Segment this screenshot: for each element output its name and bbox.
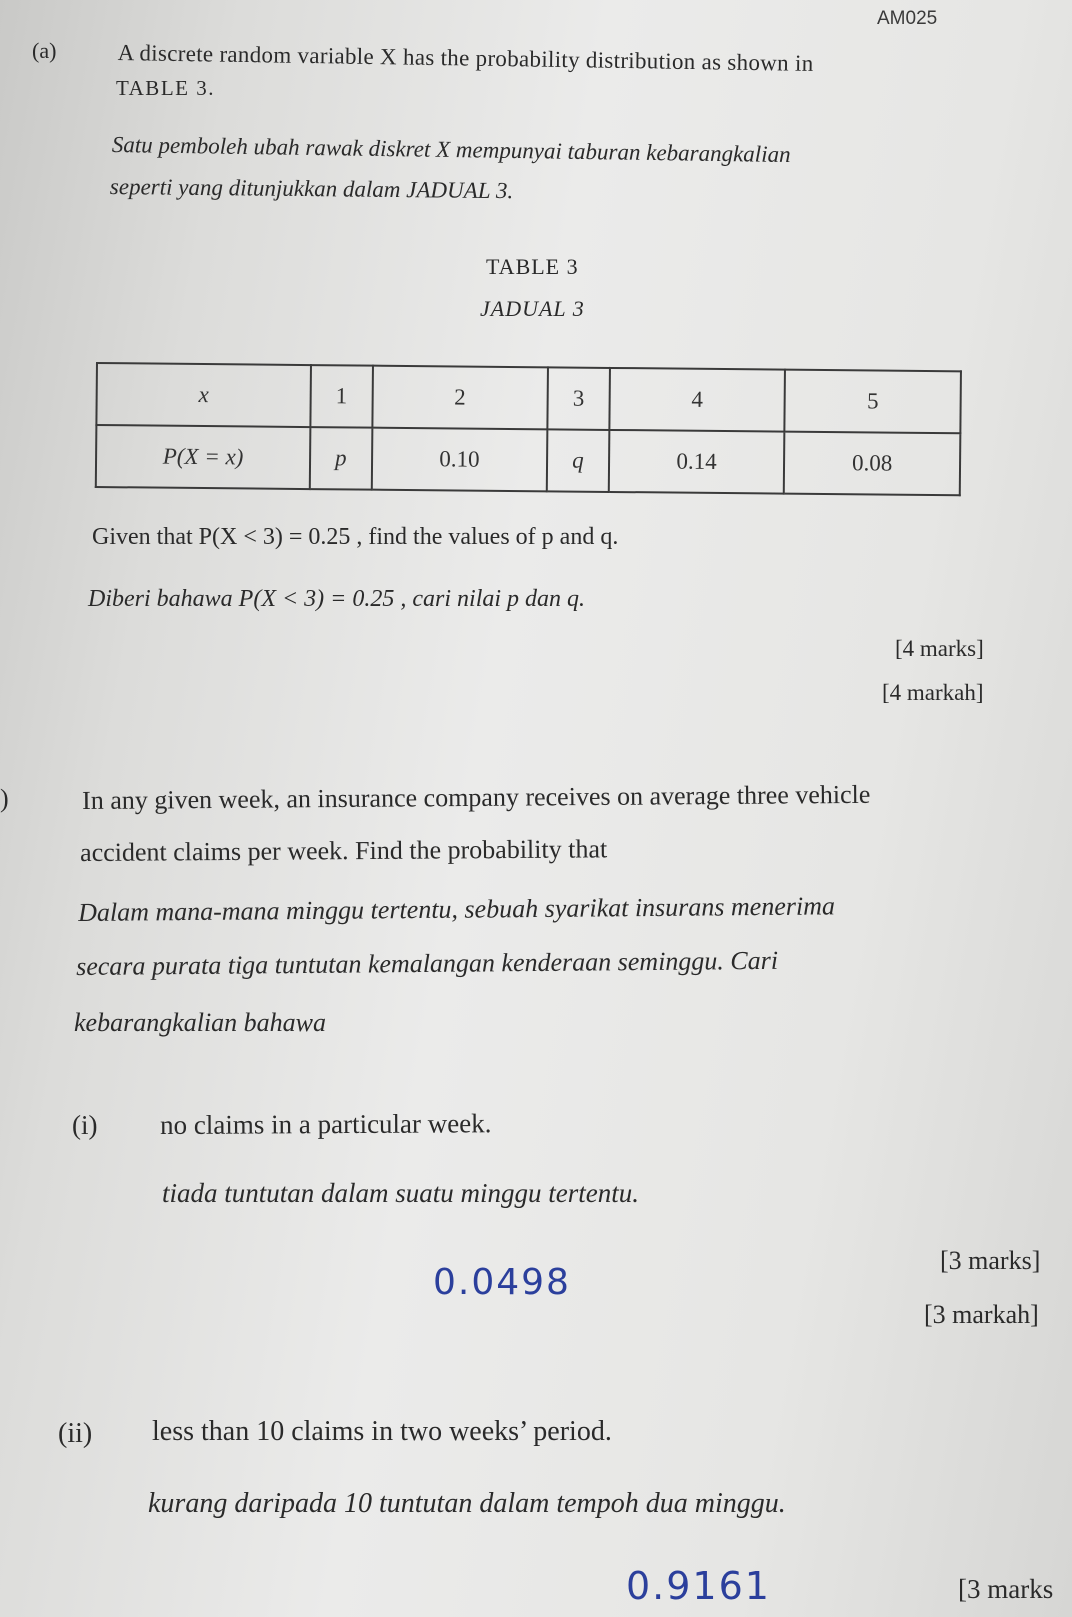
marks-a-en: [4 marks] — [895, 636, 984, 661]
marks-ii-en: [3 marks — [958, 1574, 1054, 1604]
table-cell: 4 — [609, 368, 785, 432]
marks-a-ms: [4 markah] — [882, 680, 984, 705]
question-b-text-en-2: accident claims per week. Find the probability that — [80, 834, 608, 867]
question-b-label: ) — [0, 784, 9, 813]
table-cell: 0.10 — [371, 428, 547, 492]
table-row — [96, 425, 961, 495]
table-head-x: x — [96, 363, 311, 427]
question-a-label: (a) — [32, 38, 57, 63]
table-cell: 3 — [548, 367, 610, 430]
marks-i-en: [3 marks] — [940, 1246, 1041, 1275]
given-text-en: Given that P(X < 3) = 0.25 , find the values of p and q. — [92, 524, 619, 550]
table-cell: 1 — [310, 365, 372, 428]
question-b-text-ms-1: Dalam mana-mana minggu tertentu, sebuah syarikat insurans menerima — [78, 891, 836, 927]
handwritten-answer-ii: 0.9161 — [626, 1564, 771, 1608]
question-a-text-en-2: TABLE 3. — [116, 76, 215, 100]
table-cell: 0.08 — [784, 432, 960, 496]
table-cell: 2 — [372, 366, 548, 430]
question-b-text-ms-3: kebarangkalian bahawa — [74, 1008, 327, 1037]
table-cell: 5 — [785, 370, 961, 434]
page-code: AM025 — [877, 8, 938, 29]
sub-ii-label: (ii) — [58, 1418, 93, 1449]
table-title-en: TABLE 3 — [486, 254, 579, 279]
given-text-ms: Diberi bahawa P(X < 3) = 0.25 , cari nilai p dan q. — [88, 586, 586, 612]
sub-i-text-en: no claims in a particular week. — [160, 1108, 492, 1140]
table-cell: 0.14 — [608, 430, 784, 494]
sub-i-text-ms: tiada tuntutan dalam suatu minggu tertentu. — [162, 1178, 639, 1208]
question-b-text-ms-2: secara purata tiga tuntutan kemalangan kenderaan seminggu. Cari — [76, 945, 779, 981]
table-head-prob: P(X = x) — [96, 425, 311, 489]
question-a-text-ms-2: seperti yang ditunjukkan dalam JADUAL 3. — [109, 174, 514, 204]
question-a-text-ms-1: Satu pemboleh ubah rawak diskret X mempunyai taburan kebarangkalian — [111, 132, 791, 168]
table-row — [96, 363, 961, 433]
question-a-text-en-1: A discrete random variable X has the probability distribution as shown in — [117, 40, 814, 76]
table-cell: q — [547, 429, 609, 492]
probability-table — [95, 362, 962, 496]
sub-i-label: (i) — [72, 1110, 98, 1140]
sub-ii-text-ms: kurang daripada 10 tuntutan dalam tempoh dua minggu. — [148, 1488, 786, 1519]
handwritten-answer-i: 0.0498 — [433, 1262, 571, 1303]
table-title-ms: JADUAL 3 — [480, 296, 585, 321]
sub-ii-text-en: less than 10 claims in two weeks’ period. — [152, 1416, 612, 1447]
marks-i-ms: [3 markah] — [924, 1300, 1039, 1329]
question-b-text-en-1: In any given week, an insurance company receives on average three vehicle — [82, 779, 871, 815]
table-cell: p — [310, 427, 372, 490]
